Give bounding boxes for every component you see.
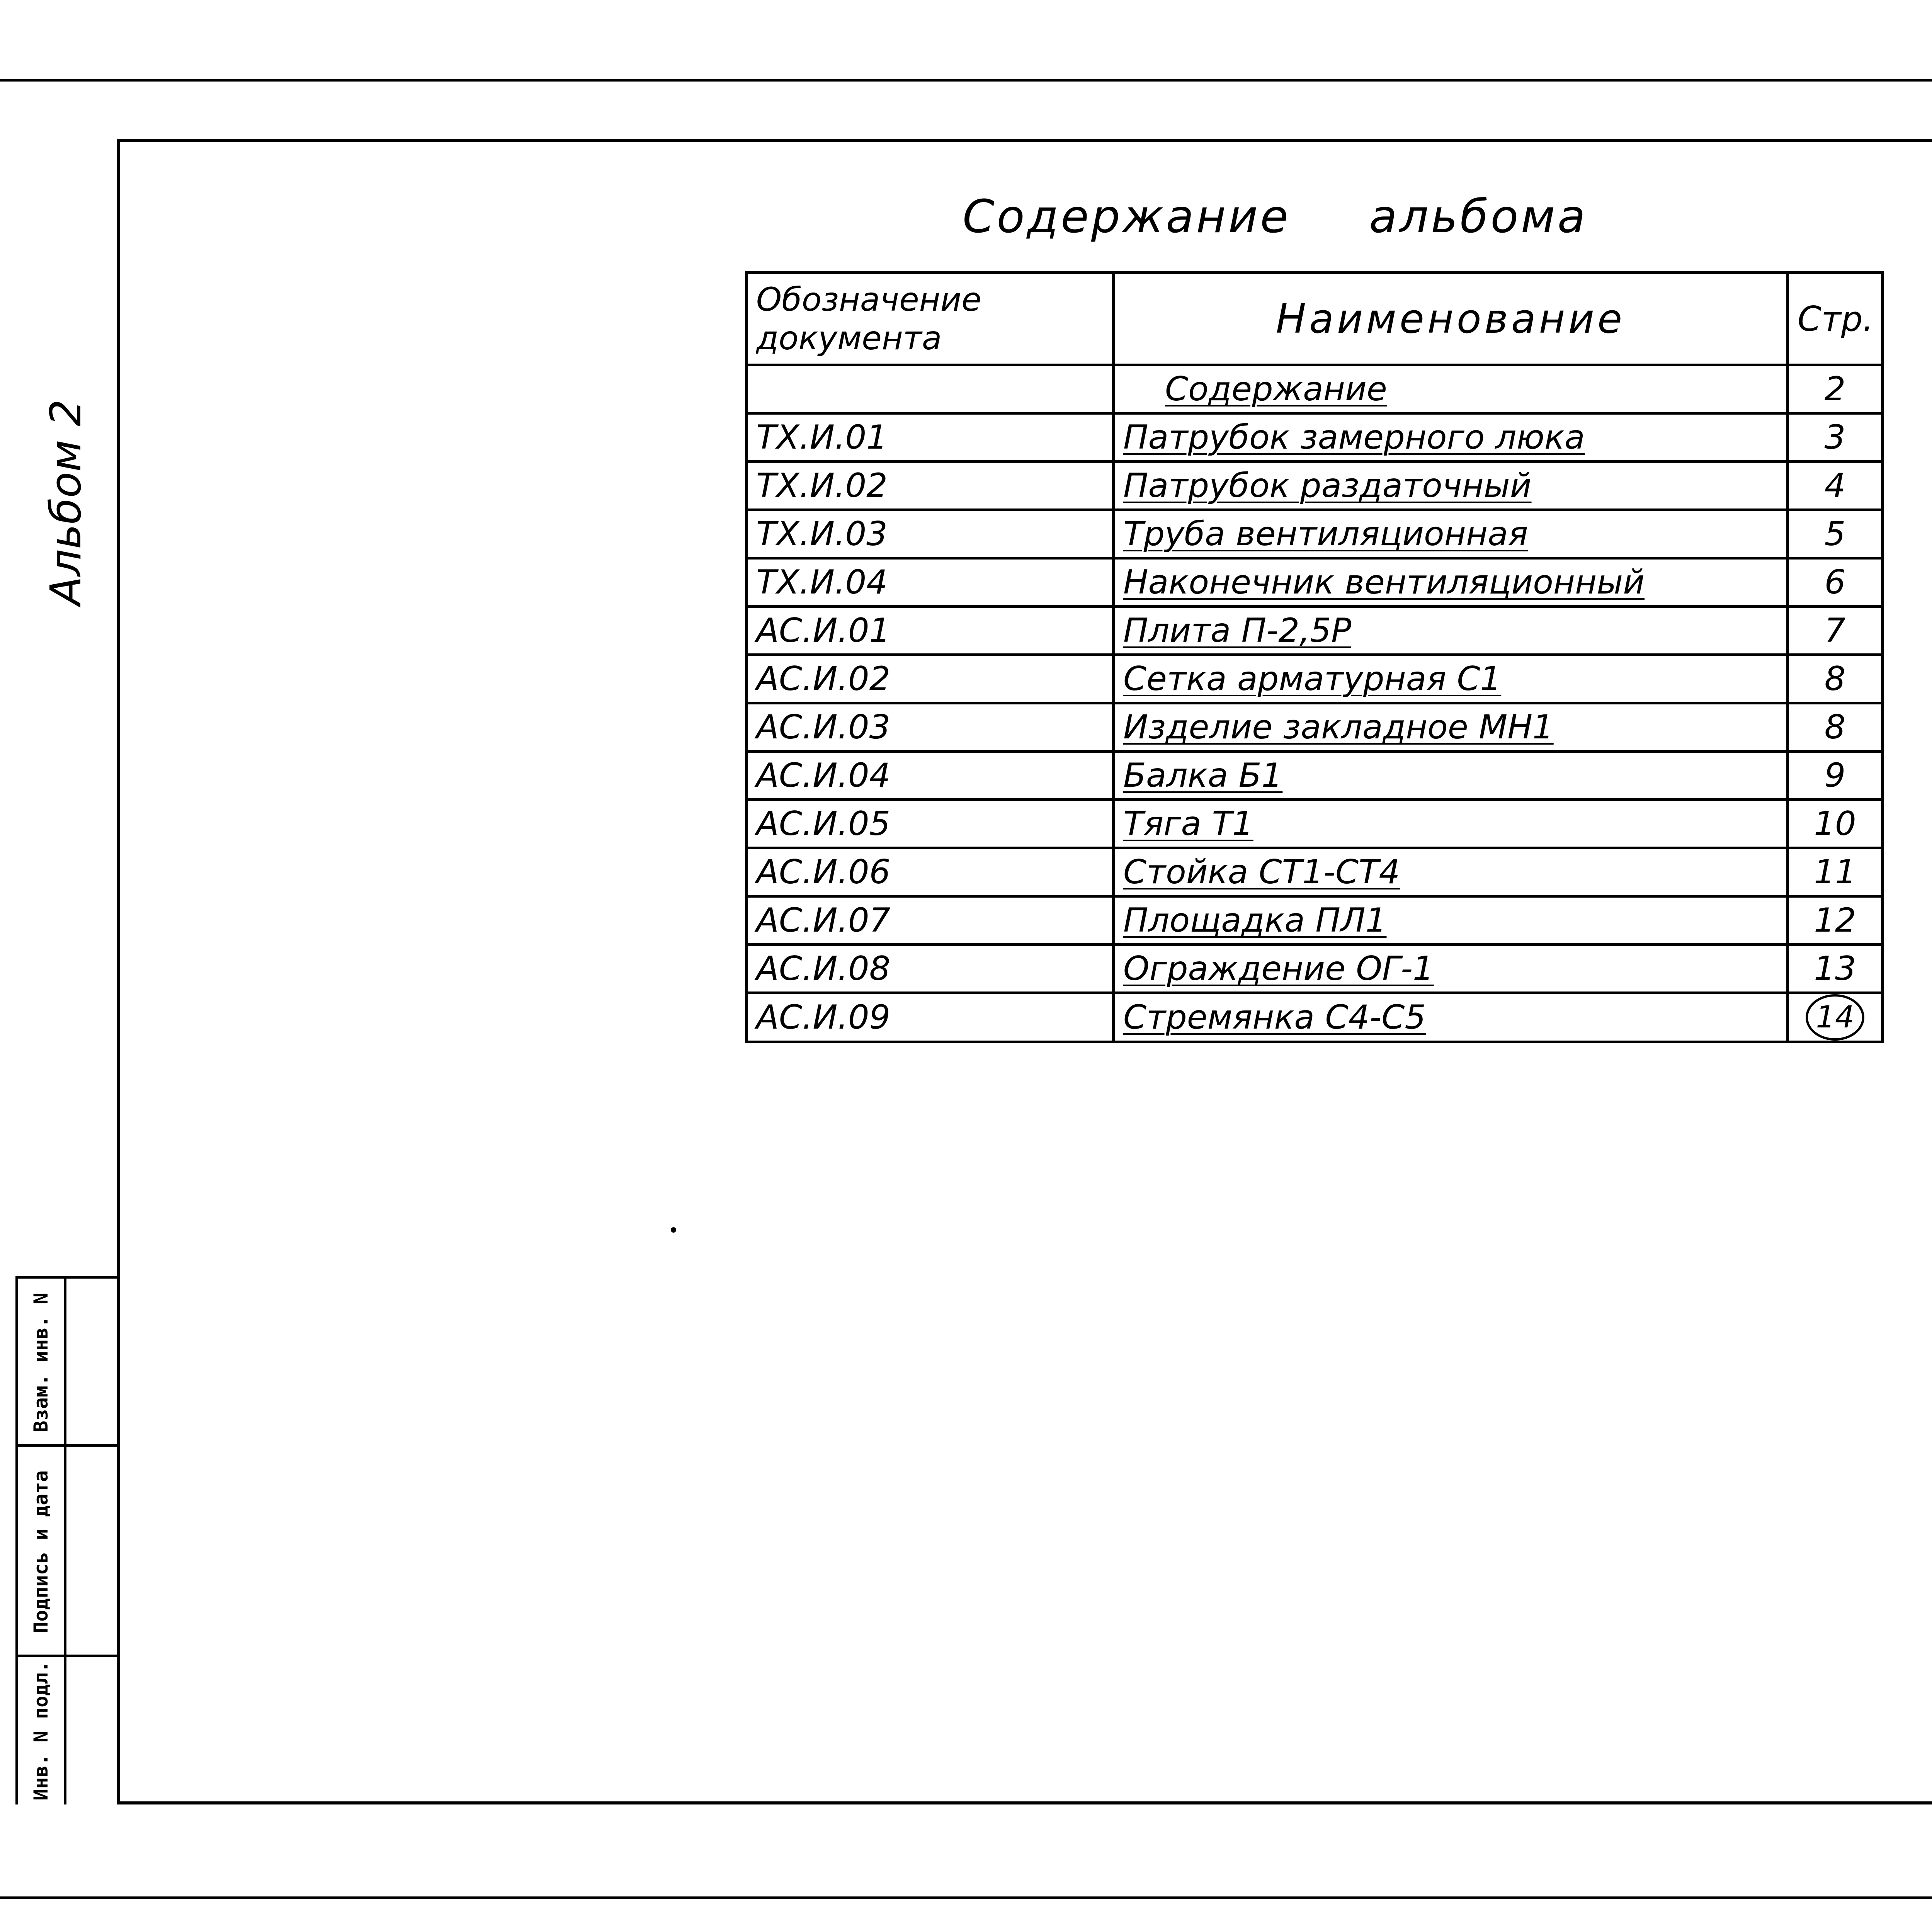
row-code: АС.И.04: [747, 752, 1114, 800]
contents-table: [745, 271, 1884, 1043]
row-name: Балка Б1: [1114, 752, 1788, 800]
stamp-label-replacement-inv: Взам. инв. N: [30, 1293, 52, 1432]
table-row: [747, 558, 1883, 607]
row-page: 8: [1788, 703, 1883, 752]
row-name: Тяга Т1: [1114, 800, 1788, 848]
row-code: ТХ.И.03: [747, 510, 1114, 558]
row-page: 3: [1788, 413, 1883, 462]
row-name: Плита П-2,5Р: [1114, 607, 1788, 655]
row-name: Сетка арматурная С1: [1114, 655, 1788, 703]
row-name: Изделие закладное МН1: [1114, 703, 1788, 752]
row-page: 10: [1788, 800, 1883, 848]
approval-stamp: [15, 1276, 120, 1804]
row-code: АС.И.06: [747, 848, 1114, 896]
scan-speck: [671, 1227, 676, 1233]
row-code: АС.И.02: [747, 655, 1114, 703]
document-title: Содержание альбома: [963, 190, 1588, 243]
row-code: ТХ.И.04: [747, 558, 1114, 607]
row-page: 12: [1788, 896, 1883, 945]
contents-header-row: [747, 273, 1883, 365]
table-row: [747, 945, 1883, 993]
row-code: АС.И.05: [747, 800, 1114, 848]
header-document-code: Обозначение документа: [747, 273, 1114, 365]
row-name: Ограждение ОГ-1: [1114, 945, 1788, 993]
row-code: АС.И.01: [747, 607, 1114, 655]
stamp-label-original-inv: Инв. N подл.: [30, 1661, 52, 1801]
table-row: [747, 848, 1883, 896]
table-row: [747, 993, 1883, 1042]
stamp-cell-replacement: [18, 1279, 120, 1447]
row-code: АС.И.09: [747, 993, 1114, 1042]
row-name: Площадка ПЛ1: [1114, 896, 1788, 945]
row-name: Стойка СТ1-СТ4: [1114, 848, 1788, 896]
table-row: [747, 896, 1883, 945]
table-row: [747, 365, 1883, 413]
row-name: Патрубок раздаточный: [1114, 462, 1788, 510]
row-page-circled-cell: [1788, 993, 1883, 1042]
stamp-label-signature-date: Подпись и дата: [30, 1470, 52, 1633]
row-page: 7: [1788, 607, 1883, 655]
table-row: [747, 510, 1883, 558]
row-name: Патрубок замерного люка: [1114, 413, 1788, 462]
row-page: 9: [1788, 752, 1883, 800]
row-code: АС.И.08: [747, 945, 1114, 993]
table-row: [747, 607, 1883, 655]
row-name: Содержание: [1114, 365, 1788, 413]
table-row: [747, 462, 1883, 510]
stamp-cell-original: [18, 1657, 120, 1804]
row-name: Труба вентиляционная: [1114, 510, 1788, 558]
table-row: [747, 752, 1883, 800]
row-page: 5: [1788, 510, 1883, 558]
row-code: [747, 365, 1114, 413]
sheet-trim-line-top: [0, 79, 1932, 82]
row-page: 11: [1788, 848, 1883, 896]
stamp-cell-signature: [18, 1447, 120, 1657]
row-page: 8: [1788, 655, 1883, 703]
row-page: 13: [1788, 945, 1883, 993]
row-code: ТХ.И.01: [747, 413, 1114, 462]
row-page: 4: [1788, 462, 1883, 510]
row-page: 2: [1788, 365, 1883, 413]
row-code: ТХ.И.02: [747, 462, 1114, 510]
row-name: Стремянка С4-С5: [1114, 993, 1788, 1042]
row-code: АС.И.03: [747, 703, 1114, 752]
table-row: [747, 413, 1883, 462]
sheet-trim-line-bottom: [0, 1896, 1932, 1899]
table-row: [747, 800, 1883, 848]
row-page: 6: [1788, 558, 1883, 607]
header-name: Наименование: [1114, 273, 1788, 365]
header-page: Стр.: [1788, 273, 1883, 365]
table-row: [747, 703, 1883, 752]
table-row: [747, 655, 1883, 703]
row-page-circled: 14: [1806, 994, 1864, 1041]
row-code: АС.И.07: [747, 896, 1114, 945]
row-name: Наконечник вентиляционный: [1114, 558, 1788, 607]
album-side-label: Альбом 2: [41, 399, 90, 605]
